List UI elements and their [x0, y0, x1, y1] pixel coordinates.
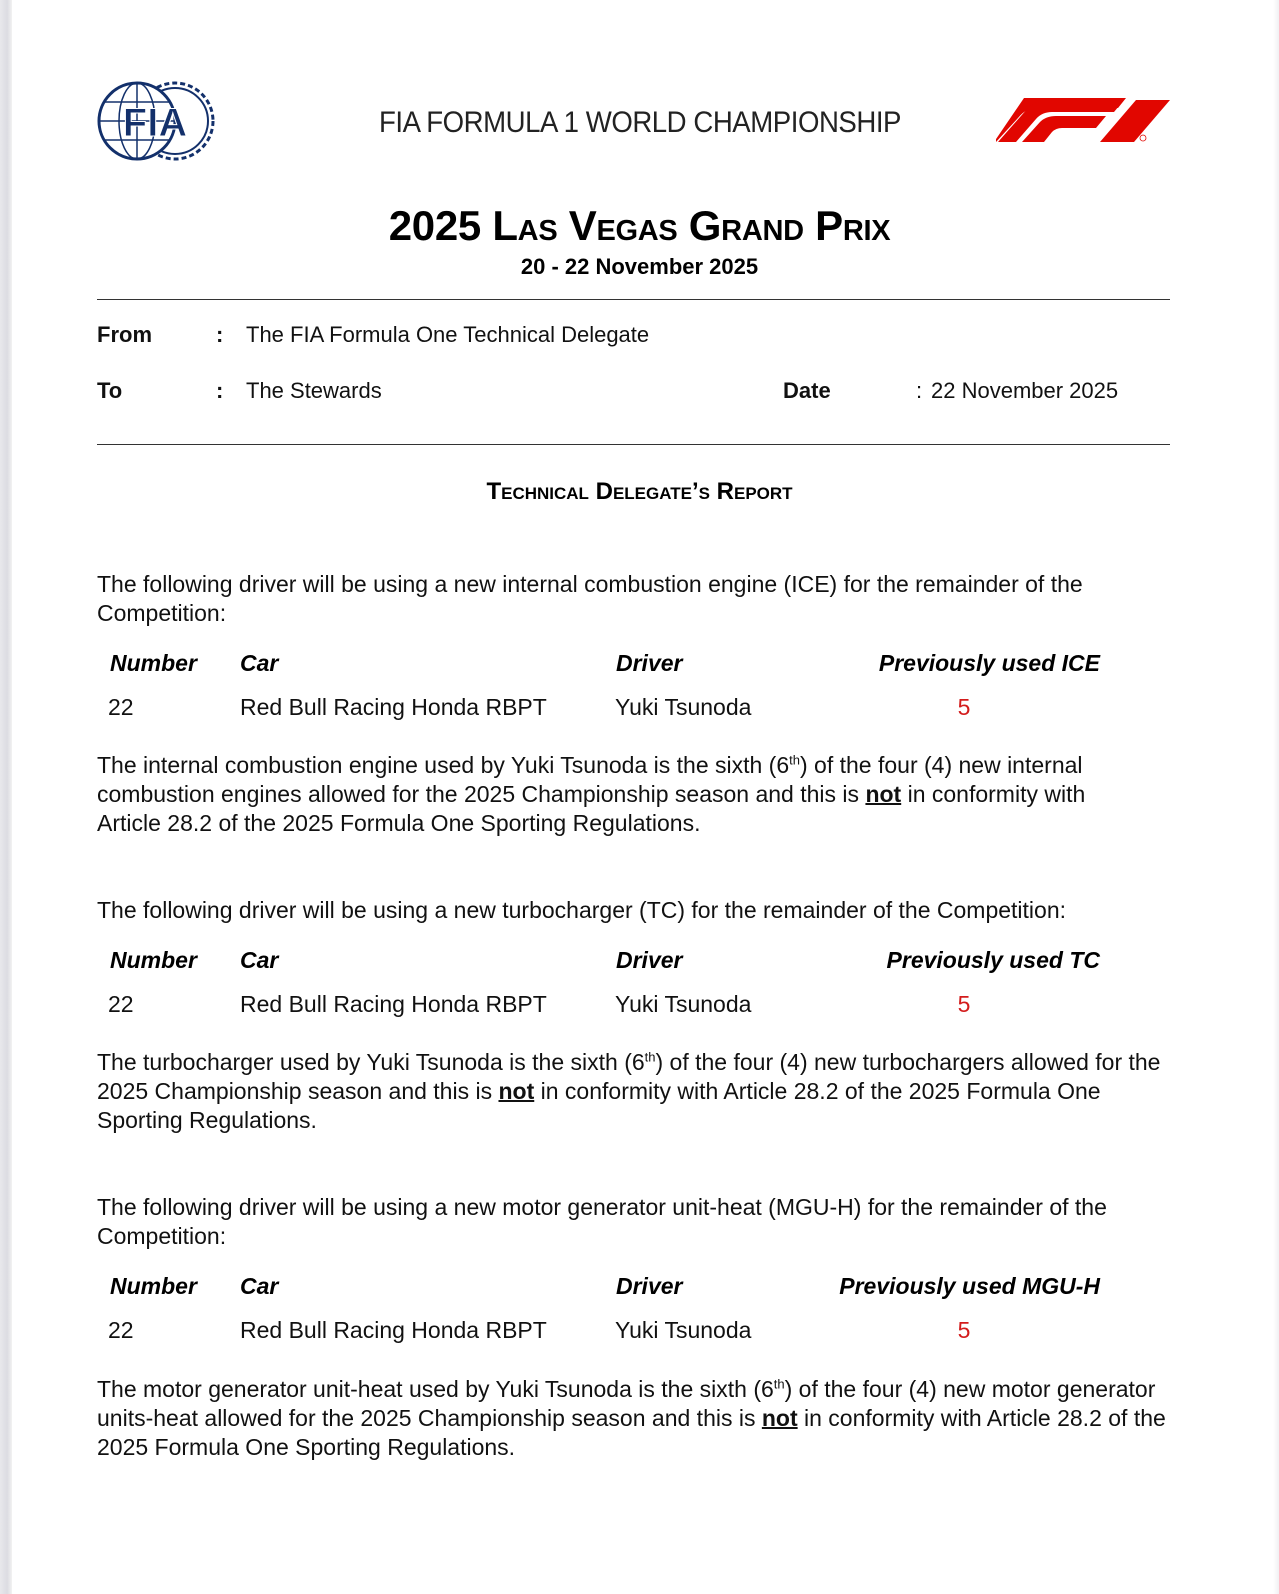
section-tc-note: The turbocharger used by Yuki Tsunoda is the sixth (6th) of the four (4) new turbochargers allowed for the 2025 Championship season and this is not in conformity with Article 28.2 of the 2025 Formula One Sporting Regulations.	[97, 1049, 1161, 1133]
col-previously-used: Previously used TC	[886, 947, 1100, 973]
event-title-year: 2025	[388, 202, 481, 249]
championship-title: FIA FORMULA 1 WORLD CHAMPIONSHIP	[378, 106, 902, 139]
col-previously-used: Previously used ICE	[878, 650, 1100, 676]
col-number: Number	[110, 1273, 197, 1299]
row-car: Red Bull Racing Honda RBPT	[240, 1317, 547, 1343]
f1-logo	[996, 96, 1172, 146]
fia-logo	[97, 78, 219, 164]
section-mguh-note: The motor generator unit-heat used by Yuki Tsunoda is the sixth (6th) of the four (4) new motor generator units-heat allowed for the 2025 Championship season and this is not in conformity with Article 28.2 of the 2025 Formula One Sporting Regulations.	[97, 1376, 1166, 1460]
divider-bottom	[97, 444, 1170, 445]
event-title-name: Las Vegas Grand Prix	[492, 202, 891, 249]
col-car: Car	[240, 1273, 279, 1299]
row-number: 22	[108, 1317, 134, 1343]
row-previously-used: 5	[957, 991, 971, 1017]
date-value: 22 November 2025	[931, 378, 1119, 403]
row-number: 22	[108, 694, 134, 720]
row-car: Red Bull Racing Honda RBPT	[240, 694, 547, 720]
col-number: Number	[110, 947, 197, 973]
from-label: From	[97, 322, 152, 347]
to-value: The Stewards	[246, 378, 382, 403]
from-value: The FIA Formula One Technical Delegate	[246, 322, 650, 347]
row-number: 22	[108, 991, 134, 1017]
date-separator: :	[916, 378, 923, 403]
row-previously-used: 5	[957, 1317, 971, 1343]
row-driver: Yuki Tsunoda	[615, 991, 752, 1017]
row-driver: Yuki Tsunoda	[615, 694, 752, 720]
report-title: Technical Delegate’s Report	[486, 478, 793, 505]
section-ice-intro: The following driver will be using a new internal combustion engine (ICE) for the remainder of the Competition:	[97, 571, 1083, 626]
row-driver: Yuki Tsunoda	[615, 1317, 752, 1343]
to-label: To	[97, 378, 123, 403]
col-driver: Driver	[616, 947, 683, 973]
row-car: Red Bull Racing Honda RBPT	[240, 991, 547, 1017]
col-driver: Driver	[616, 650, 683, 676]
to-separator: :	[216, 378, 224, 403]
col-previously-used: Previously used MGU-H	[839, 1273, 1100, 1299]
section-ice-note: The internal combustion engine used by Yuki Tsunoda is the sixth (6th) of the four (4) new internal combustion engines allowed for the 2025 Championship season and this is not in conformity with Article 28.2 of the 2025 Formula One Sporting Regulations.	[97, 752, 1086, 836]
from-separator: :	[216, 322, 224, 347]
col-driver: Driver	[616, 1273, 683, 1299]
section-tc-intro: The following driver will be using a new turbocharger (TC) for the remainder of the Competition:	[97, 897, 1066, 923]
divider-top	[97, 299, 1170, 300]
col-car: Car	[240, 650, 279, 676]
section-mguh-intro: The following driver will be using a new motor generator unit-heat (MGU-H) for the remainder of the Competition:	[97, 1194, 1107, 1249]
row-previously-used: 5	[957, 694, 971, 720]
date-label: Date	[783, 378, 831, 403]
col-car: Car	[240, 947, 279, 973]
fia-logo-text: FIA	[122, 101, 188, 145]
event-title	[0, 202, 1279, 250]
col-number: Number	[110, 650, 197, 676]
event-dates: 20 - 22 November 2025	[520, 254, 759, 279]
